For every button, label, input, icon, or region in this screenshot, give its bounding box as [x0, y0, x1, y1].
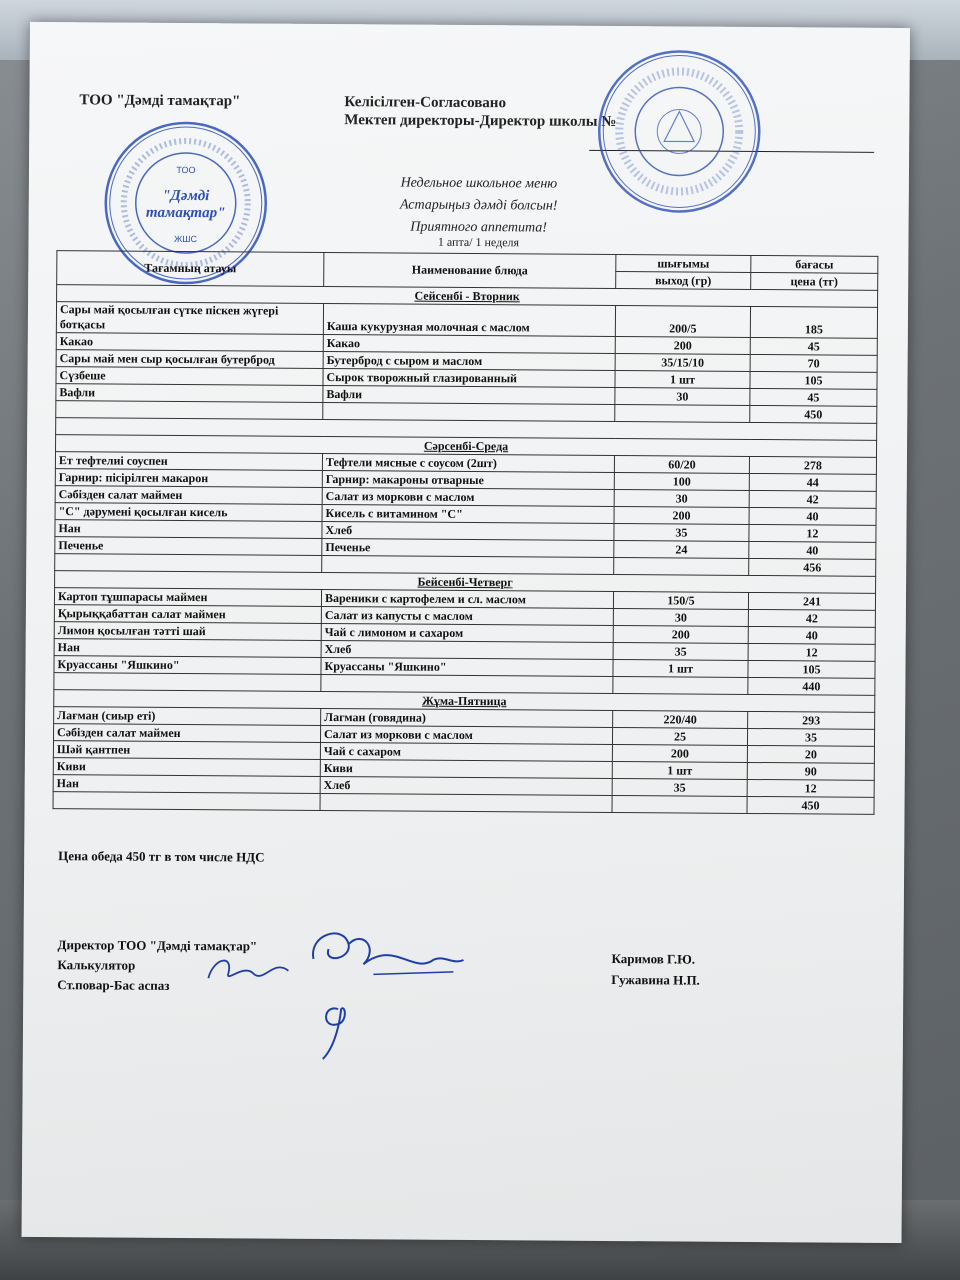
- dish-output: 35: [614, 524, 749, 542]
- dish-price: 105: [748, 660, 875, 678]
- dish-output: 200: [612, 745, 747, 763]
- dish-price: 42: [749, 490, 876, 508]
- director-label: Директор ТОО "Дәмді тамақтар": [57, 937, 258, 954]
- day-heading: Жұма-Пятница: [54, 690, 875, 713]
- dish-kz: Сәбізден салат маймен: [53, 724, 320, 743]
- director-line: Мектеп директоры-Директор школы №: [344, 112, 617, 131]
- header-ru: Наименование блюда: [324, 252, 616, 288]
- dish-ru: Чай с сахаром: [320, 742, 612, 761]
- week-label: 1 апта/ 1 неделя: [437, 234, 520, 250]
- dish-price: 278: [749, 456, 876, 474]
- dish-ru: Салат из моркови с маслом: [322, 487, 614, 506]
- header-kz: Тағамның атауы: [57, 251, 324, 287]
- dish-kz: Киви: [53, 758, 320, 777]
- dish-kz: Сары май қосылған сүтке піскен жүгері ботқасы: [56, 302, 323, 335]
- dish-price: 241: [748, 592, 875, 610]
- header-price-kz: бағасы: [751, 255, 878, 273]
- title-line-3: Приятного аппетита!: [410, 219, 547, 236]
- dish-price: 12: [747, 779, 874, 797]
- dish-ru: Вареники с картофелем и сл. маслом: [321, 589, 613, 608]
- day-total: 450: [750, 405, 877, 423]
- approved-label: Келісілген-Согласовано: [344, 94, 507, 112]
- dish-price: 45: [750, 388, 877, 406]
- header-out-ru: выход (гр): [616, 272, 751, 290]
- title-line-2: Астарыңыз дәмді болсын!: [399, 197, 558, 214]
- dish-kz: Сәбізден салат маймен: [55, 486, 322, 505]
- dish-kz: Печенье: [55, 537, 322, 556]
- dish-ru: Бутерброд с сыром и маслом: [323, 351, 615, 370]
- dish-kz: Круассаны "Яшкино": [54, 656, 321, 675]
- dish-output: 200/5: [615, 306, 750, 338]
- dish-output: 35: [613, 643, 748, 661]
- day-total: 456: [749, 558, 876, 576]
- stamp-name-line1: "Дәмді: [162, 187, 210, 205]
- dish-ru: Салат из моркови с маслом: [320, 725, 612, 744]
- calculator-signature: [203, 948, 293, 994]
- dish-price: 44: [749, 473, 876, 491]
- dish-output: 1 шт: [615, 371, 750, 389]
- dish-ru: Лагман (говядина): [321, 708, 613, 727]
- dish-price: 35: [747, 728, 874, 746]
- calculator-name: Гужавина Н.П.: [611, 972, 700, 988]
- dish-output: 1 шт: [613, 660, 748, 678]
- dish-price: 20: [747, 745, 874, 763]
- dish-output: 30: [614, 490, 749, 508]
- menu-table: [53, 250, 879, 815]
- dish-ru: Вафли: [323, 385, 615, 404]
- day-heading: Бейсенбі-Четверг: [55, 571, 876, 594]
- dish-output: 30: [615, 388, 750, 406]
- dish-output: 35: [612, 779, 747, 797]
- director-name: Каримов Г.Ю.: [611, 951, 696, 967]
- dish-price: 40: [749, 507, 876, 525]
- dish-kz: Қырыққабаттан салат маймен: [54, 605, 321, 624]
- dish-price: 40: [748, 626, 875, 644]
- day-heading: Сейсенбі - Вторник: [57, 285, 878, 308]
- dish-kz: Сары май мен сыр қосылған бутерброд: [56, 350, 323, 369]
- dish-price: 105: [750, 371, 877, 389]
- dish-ru: Тефтели мясные с соусом (2шт): [322, 453, 614, 472]
- dish-kz: Шәй қантпен: [53, 741, 320, 760]
- dish-ru: Каша кукурузная молочная с маслом: [323, 303, 615, 336]
- dish-ru: Чай с лимоном и сахаром: [321, 623, 613, 642]
- dish-ru: Круассаны "Яшкино": [321, 657, 613, 676]
- dish-kz: "С" дәрумені қосылған кисель: [55, 503, 322, 522]
- dish-price: 70: [750, 354, 877, 372]
- header-price-ru: цена (тг): [751, 272, 878, 290]
- day-total: 440: [748, 677, 875, 695]
- dish-output: 100: [614, 473, 749, 491]
- dish-ru: Киви: [320, 759, 612, 778]
- dish-price: 42: [748, 609, 875, 627]
- dish-kz: Нан: [53, 775, 320, 794]
- dish-price: 12: [749, 524, 876, 542]
- dish-ru: Хлеб: [320, 776, 612, 795]
- dish-kz: Лимон қосылған тәтті шай: [54, 622, 321, 641]
- director-signature: [303, 919, 473, 990]
- price-note: Цена обеда 450 тг в том числе НДС: [58, 848, 265, 865]
- dish-ru: Салат из капусты с маслом: [321, 606, 613, 625]
- menu-title: [329, 172, 629, 240]
- dish-output: 30: [613, 609, 748, 627]
- dish-kz: Нан: [55, 520, 322, 539]
- dish-kz: Какао: [56, 333, 323, 352]
- dish-price: 90: [747, 762, 874, 780]
- dish-kz: Нан: [54, 639, 321, 658]
- stamp-bottom-text: ЖШС: [173, 233, 198, 245]
- dish-ru: Кисель с витамином "С": [322, 504, 614, 523]
- dish-kz: Ет тефтелиі соуспен: [55, 452, 322, 471]
- company-name: ТОО "Дәмді тамақтар": [79, 92, 241, 110]
- dish-ru: Печенье: [322, 538, 614, 557]
- stamp-top-text: ТОО: [176, 164, 196, 176]
- dish-kz: Гарнир: пісірілген макарон: [55, 469, 322, 488]
- dish-ru: Какао: [323, 334, 615, 353]
- calculator-label: Калькулятор: [57, 957, 136, 973]
- title-line-1: Недельное школьное меню: [400, 175, 558, 192]
- dish-kz: Картоп тұшпарасы маймен: [54, 588, 321, 607]
- dish-ru: Хлеб: [321, 640, 613, 659]
- day-total: 450: [747, 796, 874, 814]
- dish-price: 185: [750, 306, 877, 338]
- dish-output: 200: [615, 337, 750, 355]
- menu-document: [22, 22, 910, 1243]
- dish-output: 60/20: [614, 456, 749, 474]
- dish-output: 200: [614, 507, 749, 525]
- dish-price: 293: [748, 711, 875, 729]
- dish-output: 35/15/10: [615, 354, 750, 372]
- chef-signature: [313, 994, 363, 1064]
- dish-output: 220/40: [613, 711, 748, 729]
- dish-ru: Хлеб: [322, 521, 614, 540]
- dish-ru: Гарнир: макароны отварные: [322, 470, 614, 489]
- dish-kz: Сүзбеше: [56, 367, 323, 386]
- dish-output: 1 шт: [612, 762, 747, 780]
- dish-ru: Сырок творожный глазированный: [323, 368, 615, 387]
- dish-output: 25: [612, 728, 747, 746]
- dish-price: 45: [750, 337, 877, 355]
- dish-kz: Вафли: [56, 384, 323, 403]
- dish-output: 200: [613, 626, 748, 644]
- day-heading: Сәрсенбі-Среда: [56, 435, 877, 458]
- dish-price: 12: [748, 643, 875, 661]
- dish-kz: Лағман (сиыр еті): [54, 707, 321, 726]
- dish-output: 24: [614, 541, 749, 559]
- stamp-name-line2: тамақтар": [145, 204, 226, 222]
- dish-price: 40: [749, 541, 876, 559]
- chef-label: Ст.повар-Бас аспаз: [57, 977, 170, 993]
- header-out-kz: шығымы: [616, 255, 751, 273]
- dish-output: 150/5: [613, 592, 748, 610]
